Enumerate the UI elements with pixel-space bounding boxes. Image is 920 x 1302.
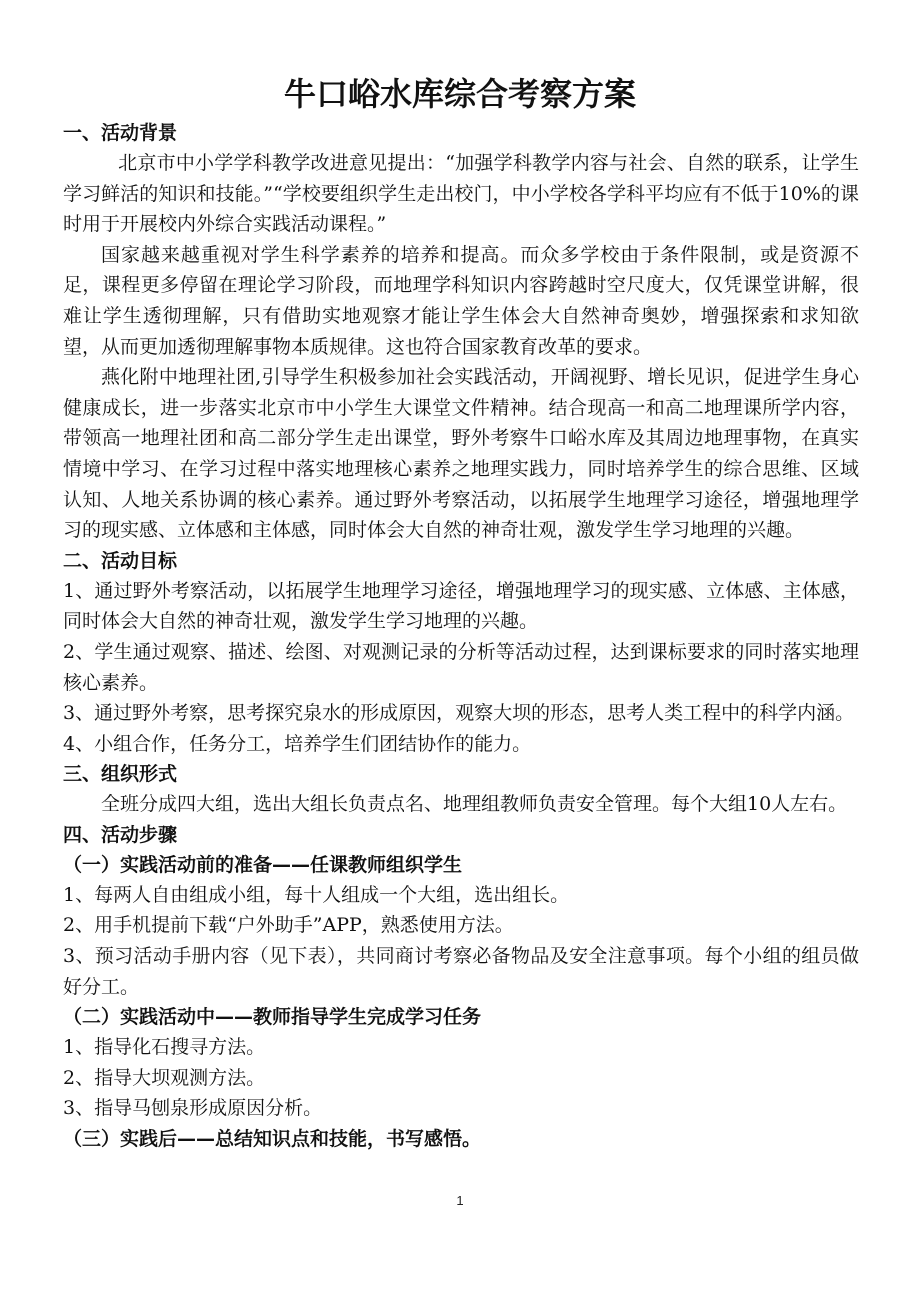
list-item: 3、指导马刨泉形成原因分析。 — [63, 1097, 323, 1120]
paragraph: 北京市中小学学科教学改进意见提出：“加强学科教学内容与社会、自然的联系，让学生学习鲜活的知识和技能。”“学校要组织学生走出校门，中小学校各学科平均应有不低于10%的课时用于开展校内外综合实践活动课程。” — [63, 152, 859, 236]
paragraph: 国家越来越重视对学生科学素养的培养和提高。而众多学校由于条件限制，或是资源不足，课程更多停留在理论学习阶段，而地理学科知识内容跨越时空尺度大，仅凭课堂讲解，很难让学生透彻理解，只有借助实地观察才能让学生体会大自然神奇奥妙，增强探索和求知欲望，从而更加透彻理解事物本质规律。这也符合国家教育改革的要求。 — [63, 243, 859, 358]
list-item: 1、每两人自由组成小组，每十人组成一个大组，选出组长。 — [63, 883, 570, 906]
document-body — [63, 118, 859, 1154]
list-item: 2、指导大坝观测方法。 — [63, 1066, 266, 1089]
list-item: 3、通过野外考察，思考探究泉水的形成原因，观察大坝的形态，思考人类工程中的科学内涵。 — [63, 702, 855, 725]
section-steps — [63, 820, 859, 1154]
list-item: 2、用手机提前下载“户外助手”APP，熟悉使用方法。 — [63, 914, 514, 937]
paragraph: 全班分成四大组，选出大组长负责点名、地理组教师负责安全管理。每个大组10人左右。 — [101, 793, 848, 816]
section-heading: 一、活动背景 — [63, 122, 178, 144]
list-item: 3、预习活动手册内容（见下表），共同商讨考察必备物品及安全注意事项。每个小组的组员做好分工。 — [63, 945, 859, 998]
list-item: 4、小组合作，任务分工，培养学生们团结协作的能力。 — [63, 732, 532, 755]
section-heading: 四、活动步骤 — [63, 823, 178, 846]
document-title: 牛口峪水库综合考察方案 — [283, 75, 636, 113]
section-goals — [63, 546, 859, 760]
list-item: 1、通过野外考察活动，以拓展学生地理学习途径，增强地理学习的现实感、立体感、主体感，同时体会大自然的神奇壮观，激发学生学习地理的兴趣。 — [63, 579, 859, 633]
section-background — [63, 118, 859, 546]
paragraph: 燕化附中地理社团,引导学生积极参加社会实践活动，开阔视野、增长见识，促进学生身心健康成长，进一步落实北京市中小学生大课堂文件精神。结合现高一和高二地理课所学内容，带领高一地理社团和高二部分学生走出课堂，野外考察牛口峪水库及其周边地理事物，在真实情境中学习、在学习过程中落实地理核心素养之地理实践力，同时培养学生的综合思维、区域认知、人地关系协调的核心素养。通过野外考察活动，以拓展学生地理学习途径，增强地理学习的现实感、立体感和主体感，同时体会大自然的神奇壮观，激发学生学习地理的兴趣。 — [63, 366, 859, 542]
section-heading: 三、组织形式 — [63, 763, 178, 786]
section-organization — [63, 759, 859, 820]
list-item: 2、学生通过观察、描述、绘图、对观测记录的分析等活动过程，达到课标要求的同时落实地理核心素养。 — [63, 640, 859, 694]
list-item: 1、指导化石搜寻方法。 — [63, 1036, 266, 1059]
subsection-heading: （二）实践活动中——教师指导学生完成学习任务 — [63, 1006, 482, 1029]
page-number: 1 — [456, 1193, 464, 1208]
section-heading: 二、活动目标 — [63, 549, 178, 572]
subsection-heading: （三）实践后——总结知识点和技能，书写感悟。 — [63, 1128, 482, 1151]
subsection-heading: （一）实践活动前的准备——任课教师组织学生 — [63, 853, 463, 876]
